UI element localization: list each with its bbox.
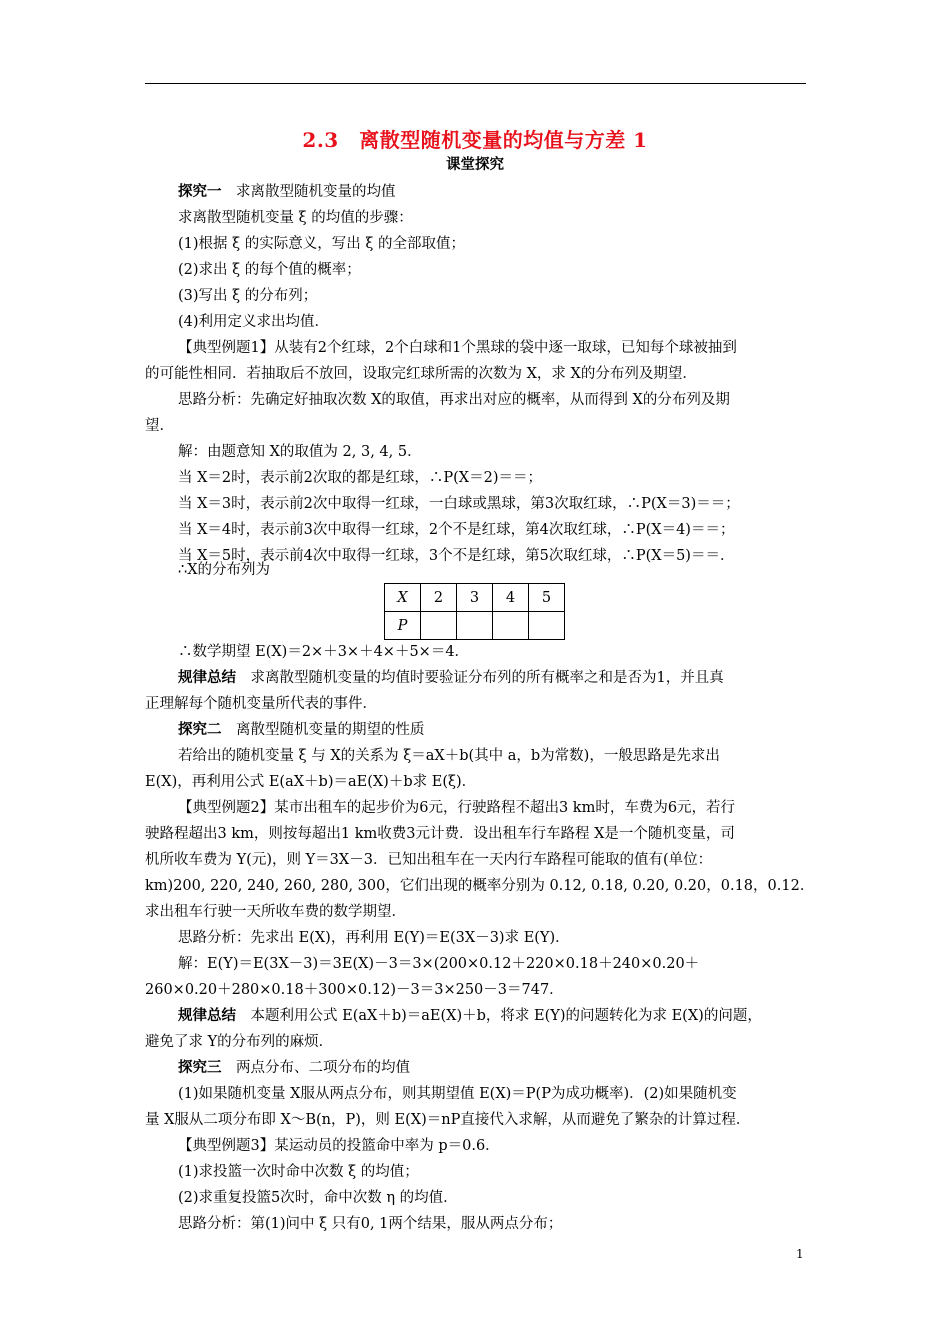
solution-1-line-1: 解：由题意知 X的取值为 2, 3, 4, 5． xyxy=(178,444,422,460)
step-2: (2)求出 ξ 的每个值的概率； xyxy=(178,262,361,278)
section-1-title: 求离散型随机变量的均值 xyxy=(236,184,396,200)
analysis-3: 思路分析：第(1)问中 ξ 只有0, 1两个结果，服从两点分布； xyxy=(178,1216,563,1232)
section-1-label: 探究一 xyxy=(178,183,222,200)
analysis-1-line-2: 望． xyxy=(145,418,174,434)
example-3: 【典型例题3】某运动员的投篮命中率为 p＝0.6． xyxy=(178,1138,500,1154)
section-3-para-line-1: (1)如果随机变量 X服从两点分布，则其期望值 E(X)＝P(P为成功概率)．(2)如果随机变 xyxy=(178,1086,737,1102)
steps-intro: 求离散型随机变量 ξ 的均值的步骤： xyxy=(178,210,413,226)
table-cell: 4 xyxy=(493,584,529,612)
solution-1-line-4: 当 X＝4时，表示前3次中取得一红球，2个不是红球，第4次取红球，∴P(X＝4)＝＝； xyxy=(178,522,735,538)
header-rule xyxy=(145,83,806,84)
section-2-para-line-1: 若给出的随机变量 ξ 与 X的关系为 ξ＝aX＋b(其中 a，b为常数)，一般思路是先求出 xyxy=(178,748,720,764)
question-2: (2)求重复投篮5次时，命中次数 η 的均值． xyxy=(178,1190,458,1206)
example-2-line-5: 求出租车行驶一天所收车费的数学期望． xyxy=(145,904,406,920)
table-cell xyxy=(529,612,565,640)
table-row xyxy=(385,612,565,640)
solution-2-line-2: 260×0.20＋280×0.18＋300×0.12)－3＝3×250－3＝747． xyxy=(145,982,564,998)
step-3: (3)写出 ξ 的分布列； xyxy=(178,288,318,304)
solution-2-line-1: 解：E(Y)＝E(3X－3)＝3E(X)－3＝3×(200×0.12＋220×0.18＋240×0.20＋ xyxy=(178,956,700,972)
step-4: (4)利用定义求出均值． xyxy=(178,314,330,330)
example-1-line-2: 的可能性相同．若抽取后不放回，设取完红球所需的次数为 X，求 X的分布列及期望． xyxy=(145,366,697,382)
example-1-line-1: 【典型例题1】从装有2个红球，2个白球和1个黑球的袋中逐一取球，已知每个球被抽到 xyxy=(178,340,737,356)
rule-1-line-2: 正理解每个随机变量所代表的事件． xyxy=(145,696,377,712)
table-cell: 5 xyxy=(529,584,565,612)
distribution-table xyxy=(384,583,565,640)
section-1-heading xyxy=(178,183,396,201)
example-2-line-3: 机所收车费为 Y(元)，则 Y＝3X－3．已知出租车在一天内行车路程可能取的值有(单位： xyxy=(145,852,713,868)
rule-1-label: 规律总结 xyxy=(178,669,236,686)
rule-1-text: 求离散型随机变量的均值时要验证分布列的所有概率之和是否为1，并且真 xyxy=(250,670,724,686)
section-2-heading xyxy=(178,721,425,739)
section-3-para-line-2: 量 X服从二项分布即 X～B(n，P)，则 E(X)＝nP直接代入求解，从而避免了繁杂的计算过程． xyxy=(145,1112,751,1128)
section-2-para-line-2: E(X)，再利用公式 E(aX＋b)＝aE(X)＋b求 E(ξ)． xyxy=(145,774,477,790)
example-2-line-2: 驶路程超出3 km，则按每超出1 km收费3元计费．设出租车行车路程 X是一个随机变量，司 xyxy=(145,826,735,842)
section-2-label: 探究二 xyxy=(178,721,222,738)
rule-2-label: 规律总结 xyxy=(178,1007,236,1024)
rule-2-text: 本题利用公式 E(aX＋b)＝aE(X)＋b，将求 E(Y)的问题转化为求 E(X)的问题， xyxy=(250,1008,762,1024)
table-cell: 2 xyxy=(421,584,457,612)
page-number: 1 xyxy=(796,1247,804,1261)
page-subtitle: 课堂探究 xyxy=(446,156,504,173)
solution-1-line-6: ∴X的分布列为 xyxy=(178,562,271,578)
table-cell: X xyxy=(385,584,421,612)
section-3-label: 探究三 xyxy=(178,1059,222,1076)
page-title: 2.3 离散型随机变量的均值与方差 1 xyxy=(302,128,648,152)
section-3-heading xyxy=(178,1059,410,1077)
rule-2-line-1 xyxy=(178,1007,762,1025)
question-1: (1)求投篮一次时命中次数 ξ 的均值； xyxy=(178,1164,419,1180)
analysis-2: 思路分析：先求出 E(X)，再利用 E(Y)＝E(3X－3)求 E(Y)． xyxy=(178,930,570,946)
table-cell xyxy=(493,612,529,640)
table-row xyxy=(385,584,565,612)
solution-1-line-3: 当 X＝3时，表示前2次中取得一红球，一白球或黑球，第3次取红球，∴P(X＝3)＝＝； xyxy=(178,496,740,512)
solution-1-line-5: 当 X＝5时，表示前4次中取得一红球，3个不是红球，第5次取红球，∴P(X＝5)＝＝． xyxy=(178,548,735,564)
expectation-line: ∴数学期望 E(X)＝2×＋3×＋4×＋5×＝4． xyxy=(178,644,470,660)
example-2-line-1: 【典型例题2】某市出租车的起步价为6元，行驶路程不超出3 km时，车费为6元，若行 xyxy=(178,800,736,816)
analysis-1-line-1: 思路分析：先确定好抽取次数 X的取值，再求出对应的概率，从而得到 X的分布列及期 xyxy=(178,392,730,408)
table-cell xyxy=(421,612,457,640)
step-1: (1)根据 ξ 的实际意义，写出 ξ 的全部取值； xyxy=(178,236,465,252)
rule-2-line-2: 避免了求 Y的分布列的麻烦． xyxy=(145,1034,334,1050)
table-cell xyxy=(457,612,493,640)
table-cell: 3 xyxy=(457,584,493,612)
solution-1-line-2: 当 X＝2时，表示前2次取的都是红球，∴P(X＝2)＝＝； xyxy=(178,470,542,486)
section-3-title: 两点分布、二项分布的均值 xyxy=(236,1060,410,1076)
example-2-line-4: km)200, 220, 240, 260, 280, 300，它们出现的概率分别为 0.12, 0.18, 0.20, 0.20，0.18，0.12． xyxy=(145,878,815,894)
rule-1-line-1 xyxy=(178,669,724,687)
table-cell: P xyxy=(385,612,421,640)
section-2-title: 离散型随机变量的期望的性质 xyxy=(236,722,425,738)
